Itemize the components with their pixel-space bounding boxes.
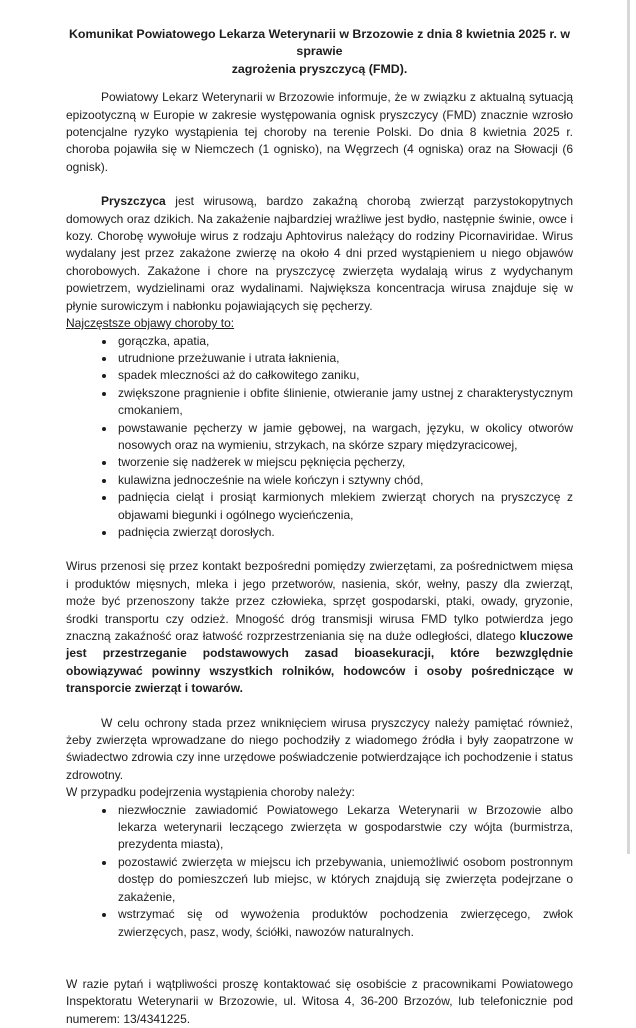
page-edge-line (627, 0, 630, 854)
document-title-line2: zagrożenia pryszczycą (FMD). (231, 61, 408, 76)
document-content (66, 26, 573, 1028)
symptoms-heading: Najczęstsze objawy choroby to: (66, 316, 235, 331)
biosecurity-bold-text: kluczowe jest przestrzeganie podstawowych zasad bioasekuracji, które bezwzględnie obowiązywać powinny wszystkich rolników, hodowców i osoby pośredniczące w transporcie zwierząt i towarów. (66, 629, 573, 696)
transmission-text: Wirus przenosi się przez kontakt bezpośredni pomiędzy zwierzętami, za pośrednictwem mięsa i produktów mięsnych, mleka i jego przetworów, nasienia, skór, wełny, paszy dla zwierząt, może być przenoszony także przez człowieka, sprzęt gospodarski, ptaki, owady, gryzonie, środki transportu czy odzież. Mnogość dróg transmisji wirusa FMD tylko potwierdza jego znaczną zakaźność oraz łatwość rozprzestrzeniania się na duże odległości, dlatego (66, 559, 573, 643)
symptom-item: • powstawanie pęcherzy w jamie gębowej, na wargach, języku, w okolicy otworów nosowych oraz na wymieniu, strzykach, na skórze szpary międzyracicowej, (116, 420, 573, 455)
symptom-item: • spadek mleczności aż do całkowitego zaniku, (116, 367, 573, 384)
symptom-item: • padnięcia zwierząt dorosłych. (116, 524, 573, 541)
suspicion-heading: W przypadku podejrzenia wystąpienia choroby należy: (66, 785, 355, 800)
protection-paragraph: W celu ochrony stada przez wniknięciem wirusa pryszczycy należy pamiętać również, żeby zwierzęta wprowadzane do niego pochodziły z wiadomego źródła i były zaopatrzone w świadectwo zdrowia czy inne urzędowe poświadczenie potwierdzające ich pochodzenie i status zdrowotny. (66, 715, 573, 782)
suspicion-item: • niezwłocznie zawiadomić Powiatowego Lekarza Weterynarii w Brzozowie albo lekarza weterynarii leczącego zwierzęta w gospodarstwie czy wójta (burmistrza, prezydenta miasta), (116, 802, 573, 854)
disease-paragraph (66, 193, 573, 315)
disease-paragraph-text: jest wirusową, bardzo zakaźną chorobą zwierząt parzystokopytnych domowych oraz dzikich. Na zakażenie najbardziej wrażliwe jest bydło, następnie świnie, owce i kozy. Chorobę wywołuje wirus z rodzaju Aphtovirus należący do rodziny Picornaviridae. Wirus wydalany jest przez zakażone zwierzę na około 4 dni przed wystąpieniem u niego objawów chorobowych. Zakażone i chore na pryszczycę zwierzęta wydalają wirus z wydychanym powietrzem, wydzielinami oraz wydalinami. Największa koncentracja wirusa znajduje się w płynie surowiczym i nabłonku pojawiających się pęcherzy. (66, 194, 573, 313)
document-title-line1: Komunikat Powiatowego Lekarza Weterynarii w Brzozowie z dnia 8 kwietnia 2025 r. w sprawie (68, 27, 571, 59)
suspicion-item: • pozostawić zwierzęta w miejscu ich przebywania, uniemożliwić osobom postronnym dostęp do pomieszczeń lub miejsc, w których znajdują się zwierzęta podejrzane o zakażenie, (116, 854, 573, 906)
symptom-item: • padnięcia cieląt i prosiąt karmionych mlekiem zwierząt chorych na pryszczycę z objawami biegunki i ogólnego wycieńczenia, (116, 489, 573, 524)
suspicion-list (66, 802, 573, 941)
symptom-item: • utrudnione przeżuwanie i utrata łaknienia, (116, 350, 573, 367)
symptom-item: • gorączka, apatia, (116, 333, 573, 350)
symptom-item: • zwiększone pragnienie i obfite ślinienie, otwieranie jamy ustnej z charakterystycznym cmokaniem, (116, 385, 573, 420)
contact-paragraph: W razie pytań i wątpliwości proszę kontaktować się osobiście z pracownikami Powiatowego Inspektoratu Weterynarii w Brzozowie, ul. Witosa 4, 36-200 Brzozów, lub telefonicznie pod numerem: 13/4341225. (66, 976, 573, 1026)
disease-name-bold: Pryszczyca (101, 194, 166, 209)
symptoms-list (66, 333, 573, 542)
intro-paragraph: Powiatowy Lekarz Weterynarii w Brzozowie informuje, że w związku z aktualną sytuacją epizootyczną w Europie w zakresie występowania ognisk pryszczycy (FMD) znacznie wzrosło potencjalne ryzyko wystąpienia tej choroby na terenie Polski. Do dnia 8 kwietnia 2025 r. choroba pojawiła się w Niemczech (1 ognisko), na Węgrzech (4 ogniska) oraz na Słowacji (6 ognisk). (66, 90, 573, 174)
document-title (66, 26, 573, 78)
suspicion-item: • wstrzymać się od wywożenia produktów pochodzenia zwierzęcego, zwłok zwierzęcych, pasz, wody, ściółki, nawozów naturalnych. (116, 906, 573, 941)
transmission-paragraph (66, 558, 573, 697)
symptom-item: • tworzenie się nadżerek w miejscu pęknięcia pęcherzy, (116, 454, 573, 471)
symptom-item: • kulawizna jednocześnie na wiele kończyn i sztywny chód, (116, 472, 573, 489)
